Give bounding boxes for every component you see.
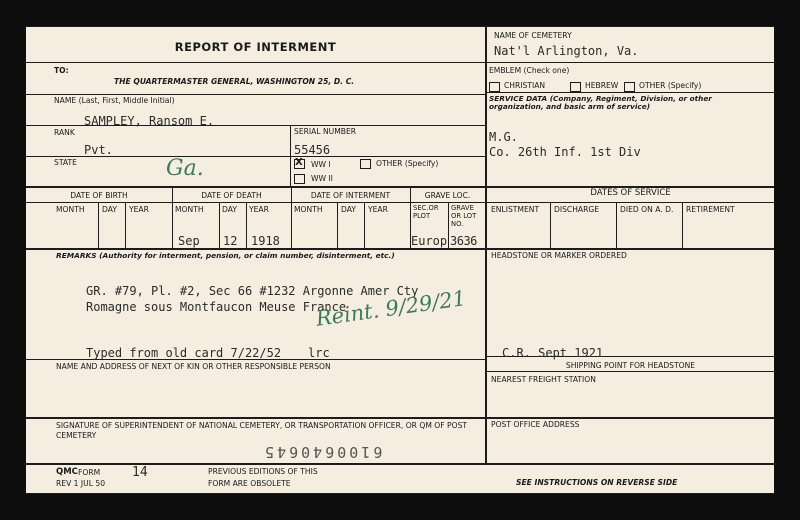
typist-initials: lrc (308, 346, 330, 360)
rule (26, 26, 774, 27)
emblem-label: EMBLEM (Check one) (489, 66, 570, 75)
rule (485, 26, 487, 463)
footer-form-number: 14 (132, 465, 148, 480)
christian-label: CHRISTIAN (504, 81, 546, 90)
rule (26, 202, 774, 203)
service-data-label: SERVICE DATA (Company, Regiment, Division, or other organization, and basic arm of service) (489, 94, 712, 112)
freight-station-label: NEAREST FREIGHT STATION (491, 375, 596, 384)
grave-lot-label: GRAVE OR LOT NO. (451, 204, 477, 228)
serial-value: 55456 (294, 143, 331, 157)
interment-month-label: MONTH (294, 205, 323, 214)
date-of-interment-header: DATE OF INTERMENT (310, 191, 391, 200)
shipping-point-label: SHIPPING POINT FOR HEADSTONE (565, 361, 696, 370)
christian-checkbox[interactable] (489, 82, 500, 92)
other-emblem-checkbox[interactable] (624, 82, 635, 92)
rank-value: Pvt. (84, 143, 113, 157)
interment-day-label: DAY (341, 205, 356, 214)
ww2-checkbox[interactable] (294, 174, 305, 184)
enlistment-label: ENLISTMENT (491, 205, 540, 214)
rule (682, 202, 683, 248)
footer-rev: REV 1 JUL 50 (56, 479, 106, 488)
rule (26, 94, 485, 95)
discharge-label: DISCHARGE (554, 205, 600, 214)
rule (26, 493, 774, 494)
name-label: NAME (Last, First, Middle Initial) (54, 96, 175, 105)
grave-loc-header: GRAVE LOC. (424, 191, 471, 200)
rule (290, 125, 291, 188)
death-year-label: YEAR (249, 205, 269, 214)
service-line-2: Co. 26th Inf. 1st Div (489, 145, 641, 159)
cemetery-value: Nat'l Arlington, Va. (494, 44, 639, 58)
rule (485, 92, 774, 93)
footer-previous-editions: PREVIOUS EDITIONS OF THIS (208, 467, 318, 476)
interment-card (26, 26, 774, 494)
footer-qmc: QMC (56, 467, 78, 477)
rule (246, 202, 247, 248)
grave-lot-value: 3636 (450, 234, 477, 248)
birth-month-label: MONTH (56, 205, 85, 214)
ww1-check-mark: X (295, 157, 303, 168)
reinterment-handwriting: Reint. 9/29/21 (314, 286, 468, 331)
died-on-ad-label: DIED ON A. D. (620, 205, 674, 214)
to-value: THE QUARTERMASTER GENERAL, WASHINGTON 25, D. C. (114, 77, 355, 86)
death-month-value: Sep (178, 234, 200, 248)
rule (485, 62, 774, 63)
hebrew-checkbox[interactable] (570, 82, 581, 92)
grave-sec-value: Europ (411, 234, 448, 248)
headstone-value: C.R. Sept 1921 (502, 346, 604, 360)
post-office-label: POST OFFICE ADDRESS (491, 420, 580, 429)
serial-label: SERIAL NUMBER (294, 127, 357, 136)
state-label: STATE (54, 158, 77, 167)
rule (337, 202, 338, 248)
sec-plot-label: SEC.OR PLOT (413, 204, 439, 220)
remarks-line-2: Romagne sous Montfaucon Meuse France (86, 300, 347, 314)
interment-year-label: YEAR (368, 205, 388, 214)
death-year-value: 1918 (251, 234, 280, 248)
service-line-1: M.G. (489, 130, 518, 144)
retirement-label: RETIREMENT (686, 205, 735, 214)
footer-instructions: SEE INSTRUCTIONS ON REVERSE SIDE (516, 478, 678, 487)
rule (485, 371, 774, 372)
dates-of-service-header: DATES OF SERVICE (590, 188, 671, 198)
rule (219, 202, 220, 248)
rule (448, 202, 449, 248)
stamped-number: 6100640645 (262, 443, 383, 461)
other-emblem-label: OTHER (Specify) (639, 81, 702, 90)
death-day-label: DAY (222, 205, 237, 214)
name-value: SAMPLEY, Ransom E. (84, 114, 215, 128)
death-month-label: MONTH (175, 205, 204, 214)
rule (26, 417, 774, 419)
rule (550, 202, 551, 248)
date-of-death-header: DATE OF DEATH (201, 191, 262, 200)
birth-day-label: DAY (102, 205, 117, 214)
cemetery-label: NAME OF CEMETERY (494, 31, 572, 40)
other-war-checkbox[interactable] (360, 159, 371, 169)
typed-from-note: Typed from old card 7/22/52 (86, 346, 282, 360)
rule (98, 202, 99, 248)
other-war-label: OTHER (Specify) (376, 159, 439, 168)
remarks-line-1: GR. #79, Pl. #2, Sec 66 #1232 Argonne Amer Cty (86, 284, 419, 298)
to-label: TO: (54, 66, 69, 75)
ww2-label: WW II (311, 174, 333, 183)
rule (26, 62, 485, 63)
death-day-value: 12 (223, 234, 238, 248)
footer-obsolete: FORM ARE OBSOLETE (208, 479, 291, 488)
date-of-birth-header: DATE OF BIRTH (70, 191, 128, 200)
ww1-label: WW I (311, 160, 331, 169)
birth-year-label: YEAR (129, 205, 149, 214)
rule (26, 248, 774, 250)
form-title: REPORT OF INTERMENT (174, 40, 337, 54)
rule (364, 202, 365, 248)
rule (125, 202, 126, 248)
rank-label: RANK (54, 128, 75, 137)
footer-form: FORM (78, 468, 101, 477)
remarks-label: REMARKS (Authority for interment, pension, or claim number, disinterment, etc.) (56, 251, 395, 260)
hebrew-label: HEBREW (585, 81, 619, 90)
signature-label: SIGNATURE OF SUPERINTENDENT OF NATIONAL CEMETERY, OR TRANSPORTATION OFFICER, OR QM OF POST CEMETERY (56, 421, 468, 441)
rule (616, 202, 617, 248)
next-of-kin-label: NAME AND ADDRESS OF NEXT OF KIN OR OTHER RESPONSIBLE PERSON (56, 362, 331, 371)
headstone-label: HEADSTONE OR MARKER ORDERED (491, 251, 627, 260)
state-value: Ga. (166, 156, 204, 181)
